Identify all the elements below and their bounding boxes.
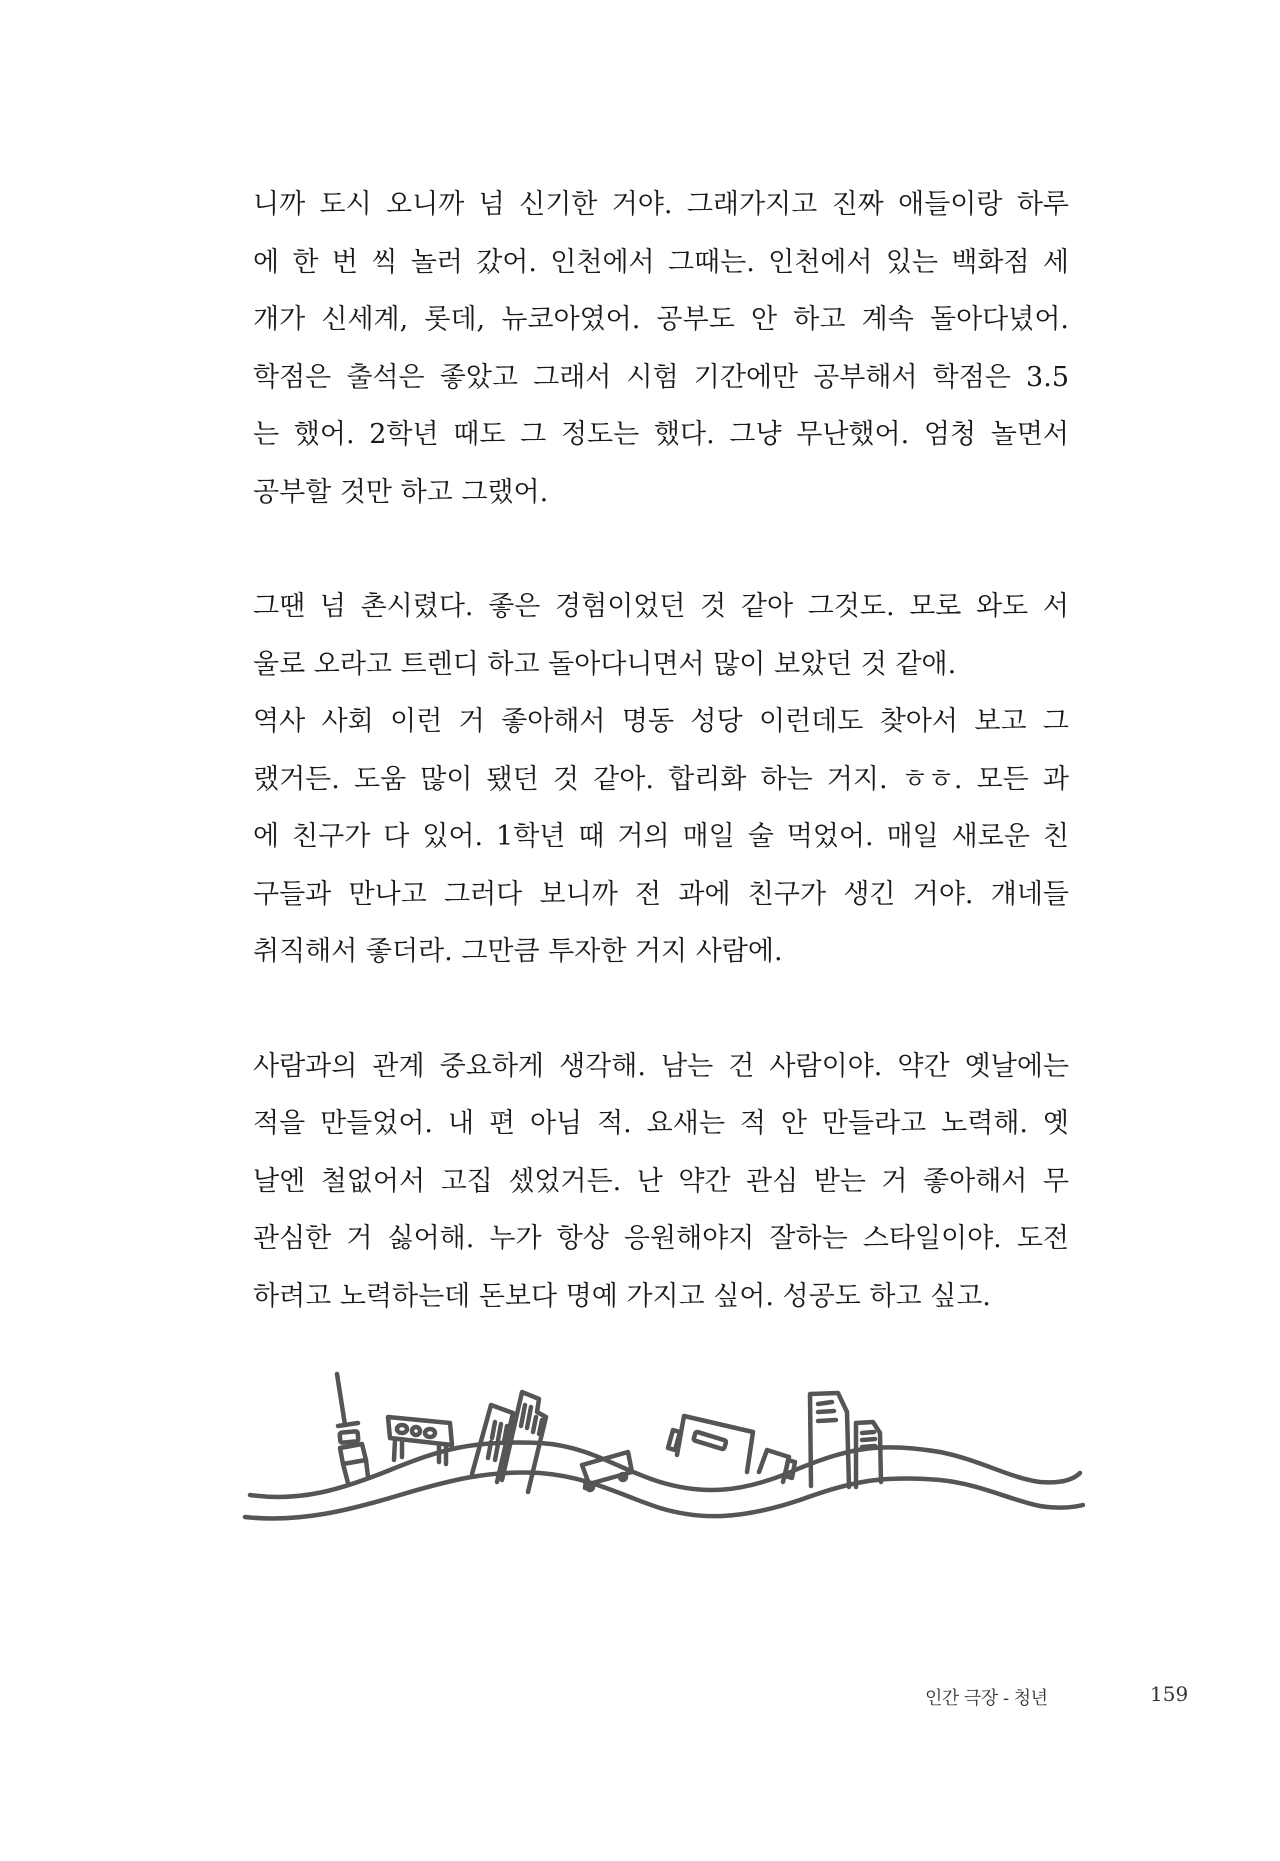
page-body xyxy=(253,176,1069,1382)
text-line: 역사 사회 이런 거 좋아해서 명동 성당 이런데도 찾아서 보고 그 xyxy=(253,706,1069,737)
page-footer xyxy=(0,1680,1280,1710)
text-line: 구들과 만나고 그러다 보니까 전 과에 친구가 생긴 거야. 걔네들 xyxy=(253,878,1069,910)
text-line: 날엔 철없어서 고집 셌었거든. 난 약간 관심 받는 거 좋아해서 무 xyxy=(253,1165,1069,1197)
paragraph-1 xyxy=(253,176,1069,521)
text-line: 니까 도시 오니까 넘 신기한 거야. 그래가지고 진짜 애들이랑 하루 xyxy=(253,189,1069,220)
running-title: 인간 극장 - 청년 xyxy=(925,1688,1048,1709)
text-line: 에 친구가 다 있어. 1학년 때 거의 매일 술 먹었어. 매일 새로운 친 xyxy=(253,821,1069,852)
text-line: 랬거든. 도움 많이 됐던 것 같아. 합리화 하는 거지. ㅎㅎ. 모든 과 xyxy=(253,763,1069,795)
text-line: 취직해서 좋더라. 그만큼 투자한 거지 사람에. xyxy=(253,936,783,967)
paragraph-2 xyxy=(253,578,1069,981)
city-skyline-illustration xyxy=(240,1360,1085,1540)
text-line: 개가 신세계, 롯데, 뉴코아였어. 공부도 안 하고 계속 돌아다녔어. xyxy=(253,304,1069,335)
text-line: 학점은 출석은 좋았고 그래서 시험 기간에만 공부해서 학점은 3.5 xyxy=(253,361,1069,393)
text-line: 는 했어. 2학년 때도 그 정도는 했다. 그냥 무난했어. 엄청 놀면서 xyxy=(253,419,1069,450)
text-line: 공부할 것만 하고 그랬어. xyxy=(253,476,549,508)
text-line: 울로 오라고 트렌디 하고 돌아다니면서 많이 보았던 것 같애. xyxy=(253,648,957,680)
text-line: 에 한 번 씩 놀러 갔어. 인천에서 그때는. 인천에서 있는 백화점 세 xyxy=(253,246,1069,278)
text-line: 사람과의 관계 중요하게 생각해. 남는 건 사람이야. 약간 옛날에는 xyxy=(253,1050,1069,1082)
text-line: 관심한 거 싫어해. 누가 항상 응원해야지 잘하는 스타일이야. 도전 xyxy=(253,1223,1069,1254)
paragraph-3 xyxy=(253,1038,1069,1326)
text-line: 그땐 넘 촌시렸다. 좋은 경험이었던 것 같아 그것도. 모로 와도 서 xyxy=(253,591,1069,622)
city-skyline-icon xyxy=(240,1360,1085,1540)
page-number: 159 xyxy=(1150,1682,1189,1706)
text-line: 적을 만들었어. 내 편 아님 적. 요새는 적 안 만들라고 노력해. 옛 xyxy=(253,1108,1069,1139)
text-line: 하려고 노력하는데 돈보다 명예 가지고 싶어. 성공도 하고 싶고. xyxy=(253,1280,991,1312)
